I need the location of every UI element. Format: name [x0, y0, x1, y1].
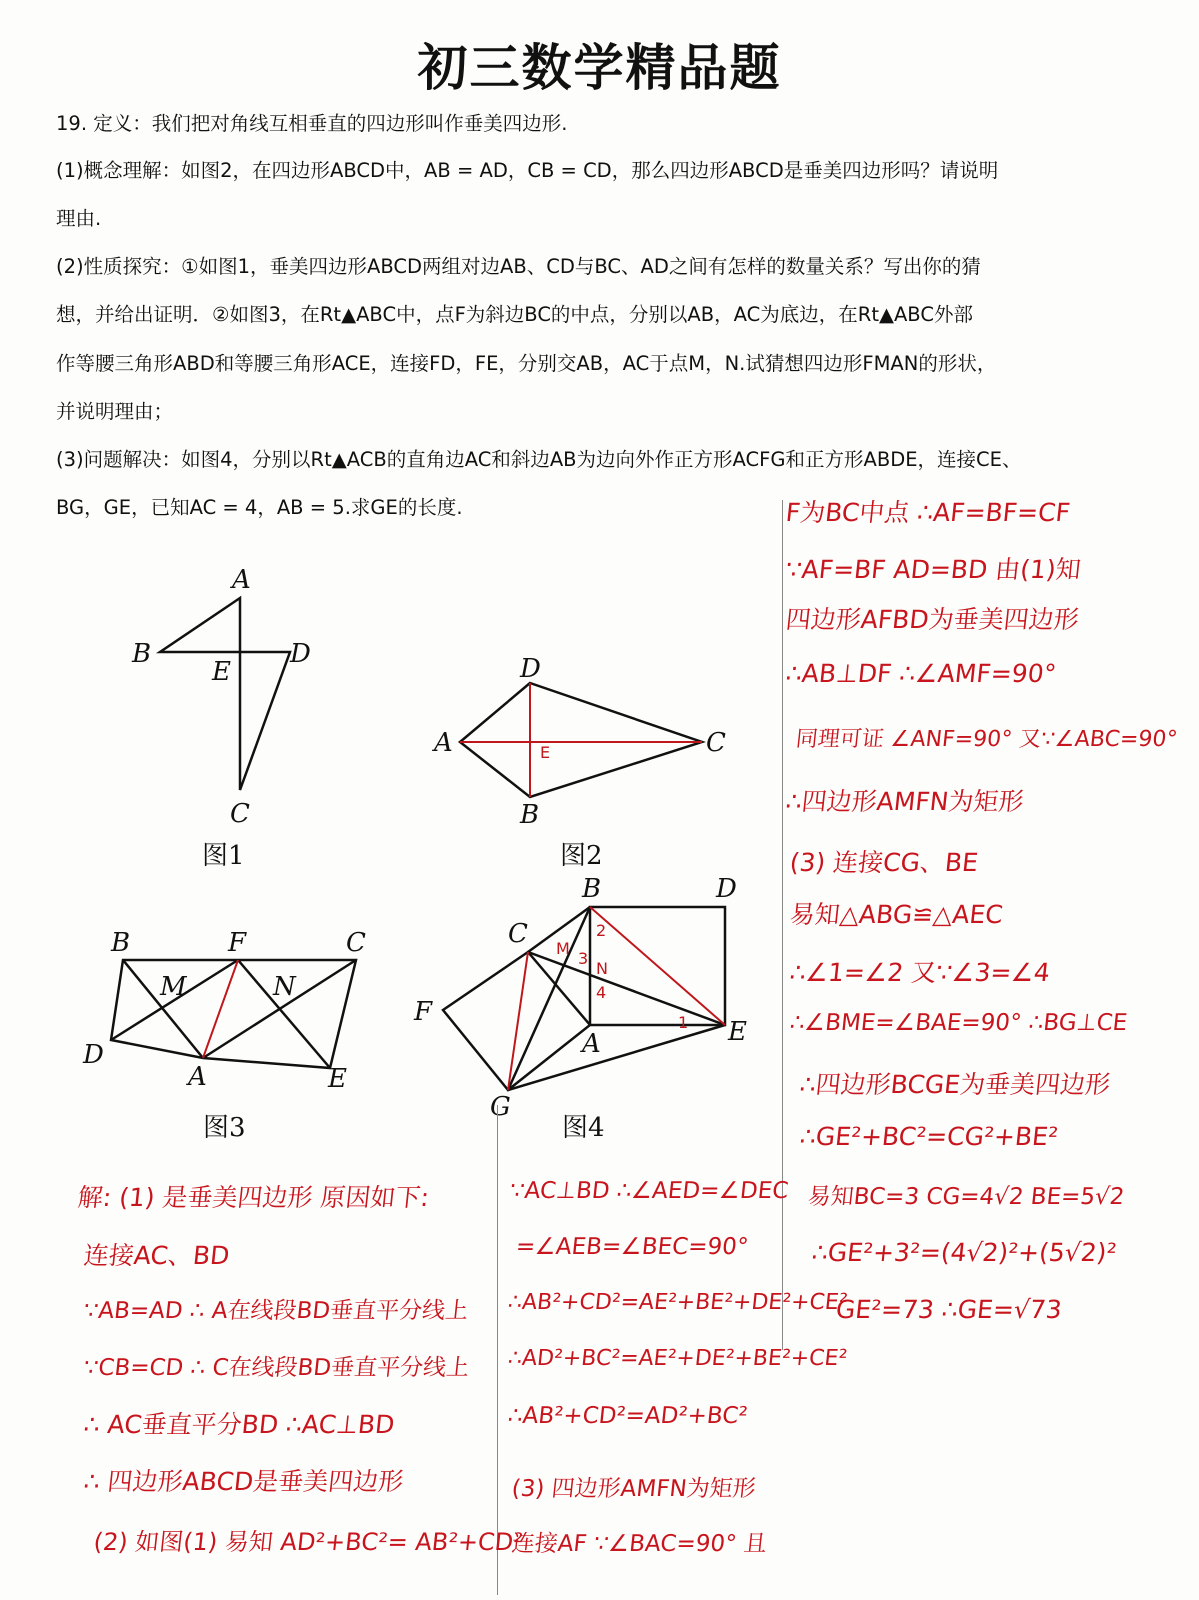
hw-right-line-15: GE²=73 ∴GE=√73 — [834, 1295, 1064, 1324]
fig3-label-f: F — [228, 928, 247, 958]
hw-middle-line-6: (3) 四边形AMFN为矩形 — [510, 1476, 758, 1502]
fig3-label-b: B — [111, 928, 131, 958]
hw-middle-line-7: 连接AF ∵∠BAC=90° 且 — [510, 1531, 769, 1557]
question-line-2: (1)概念理解：如图2，在四边形ABCD中，AB = AD，CB = CD，那么四边形ABCD是垂美四边形吗？请说明 — [56, 159, 999, 182]
question-line-6: 作等腰三角形ABD和等腰三角形ACE，连接FD，FE，分别交AB，AC于点M，N.试猜想四边形FMAN的形状， — [56, 352, 997, 375]
hw-right-line-4: ∴AB⊥DF ∴∠AMF=90° — [784, 659, 1058, 688]
hw-middle-line-3: ∴AB²+CD²=AE²+BE²+DE²+CE² — [506, 1290, 849, 1315]
fig1-label-b: B — [132, 639, 152, 669]
fig3-label-n: N — [273, 972, 296, 1002]
hw-left-line-5: ∴ AC垂直平分BD ∴AC⊥BD — [82, 1410, 396, 1439]
hw-left-line-3: ∵AB=AD ∴ A在线段BD垂直平分线上 — [82, 1298, 470, 1324]
hw-left-line-2: 连接AC、BD — [82, 1241, 231, 1270]
question-line-4: (2)性质探究：①如图1，垂美四边形ABCD两组对边AB、CD与BC、AD之间有怎样的数量关系？写出你的猜 — [56, 255, 981, 278]
figure-3 — [78, 925, 388, 1100]
fig4-label-m: M — [556, 939, 570, 958]
fig2-label-b: B — [520, 800, 540, 830]
fig4-angle-2: 2 — [596, 921, 607, 940]
fig4-label-n: N — [596, 959, 608, 978]
fig3-label-m: M — [160, 972, 187, 1002]
question-line-7: 并说明理由； — [56, 400, 174, 423]
fig1-label-e: E — [212, 657, 231, 687]
question-line-3: 理由. — [56, 207, 102, 230]
fig3-label-d: D — [83, 1040, 104, 1070]
fig4-label-a: A — [582, 1029, 601, 1059]
column-divider-right — [782, 500, 783, 1350]
hw-right-line-6: ∴四边形AMFN为矩形 — [784, 787, 1026, 816]
fig4-label-g: G — [490, 1092, 511, 1122]
page-title: 初三数学精品题 — [417, 39, 782, 97]
hw-right-line-5: 同理可证 ∠ANF=90° 又∵∠ABC=90° — [794, 727, 1179, 752]
fig1-label-c: C — [230, 799, 250, 829]
hw-left-line-4: ∵CB=CD ∴ C在线段BD垂直平分线上 — [82, 1355, 471, 1381]
hw-right-line-7: (3) 连接CG、BE — [788, 848, 980, 877]
fig3-label-a: A — [188, 1062, 207, 1092]
fig4-label-b: B — [582, 874, 602, 904]
question-line-9: BG，GE，已知AC = 4，AB = 5.求GE的长度. — [56, 496, 463, 519]
hw-left-line-6: ∴ 四边形ABCD是垂美四边形 — [82, 1467, 405, 1496]
fig4-angle-4: 4 — [596, 983, 607, 1002]
question-line-1: 19. 定义：我们把对角线互相垂直的四边形叫作垂美四边形. — [56, 112, 568, 135]
question-line-5: 想，并给出证明．②如图3，在Rt▲ABC中，点F为斜边BC的中点，分别以AB，AC为底边，在Rt▲ABC外部 — [56, 303, 973, 326]
fig3-label-c: C — [346, 928, 366, 958]
fig1-label-d: D — [290, 639, 311, 669]
figure-2-caption: 图2 — [560, 841, 603, 871]
fig2-label-a: A — [434, 728, 453, 758]
hw-middle-line-1: ∵AC⊥BD ∴∠AED=∠DEC — [508, 1178, 790, 1204]
figure-1-caption: 图1 — [202, 841, 245, 871]
hw-right-line-2: ∵AF=BF AD=BD 由(1)知 — [784, 555, 1083, 584]
fig4-label-d: D — [716, 874, 737, 904]
fig2-label-d: D — [520, 654, 541, 684]
hw-right-line-3: 四边形AFBD为垂美四边形 — [784, 605, 1081, 634]
fig2-label-e: E — [540, 743, 551, 762]
fig1-label-a: A — [232, 565, 251, 595]
hw-right-line-14: ∴GE²+3²=(4√2)²+(5√2)² — [810, 1238, 1118, 1267]
question-line-8: (3)问题解决：如图4，分别以Rt▲ACB的直角边AC和斜边AB为边向外作正方形ACFG和正方形ABDE，连接CE、 — [56, 448, 1022, 471]
hw-middle-line-5: ∴AB²+CD²=AD²+BC² — [506, 1403, 749, 1429]
hw-middle-line-2: =∠AEB=∠BEC=90° — [514, 1234, 750, 1260]
fig4-label-c: C — [508, 919, 528, 949]
hw-right-line-13: 易知BC=3 CG=4√2 BE=5√2 — [806, 1184, 1126, 1210]
fig4-label-e: E — [728, 1017, 747, 1047]
hw-right-line-10: ∴∠BME=∠BAE=90° ∴BG⊥CE — [788, 1010, 1129, 1036]
hw-right-line-9: ∴∠1=∠2 又∵∠3=∠4 — [788, 958, 1052, 987]
fig3-label-e: E — [328, 1064, 347, 1094]
hw-left-line-1: 解: (1) 是垂美四边形 原因如下: — [76, 1183, 431, 1212]
figure-4 — [410, 870, 770, 1120]
fig4-label-f: F — [414, 997, 433, 1027]
figure-1 — [110, 560, 350, 830]
hw-right-line-11: ∴四边形BCGE为垂美四边形 — [798, 1070, 1112, 1099]
figure-4-caption: 图4 — [562, 1113, 605, 1143]
hw-right-line-8: 易知△ABG≌△AEC — [788, 900, 1005, 929]
fig4-angle-1: 1 — [678, 1013, 689, 1032]
fig2-label-c: C — [706, 728, 726, 758]
hw-right-line-1: F为BC中点 ∴AF=BF=CF — [784, 498, 1072, 527]
hw-left-line-7: (2) 如图(1) 易知 AD²+BC²= AB²+CD² — [92, 1528, 525, 1556]
figure-2 — [430, 655, 740, 830]
figure-3-caption: 图3 — [203, 1113, 246, 1143]
hw-middle-line-4: ∴AD²+BC²=AE²+DE²+BE²+CE² — [506, 1346, 849, 1371]
hw-right-line-12: ∴GE²+BC²=CG²+BE² — [798, 1122, 1060, 1151]
fig4-angle-3: 3 — [578, 949, 589, 968]
